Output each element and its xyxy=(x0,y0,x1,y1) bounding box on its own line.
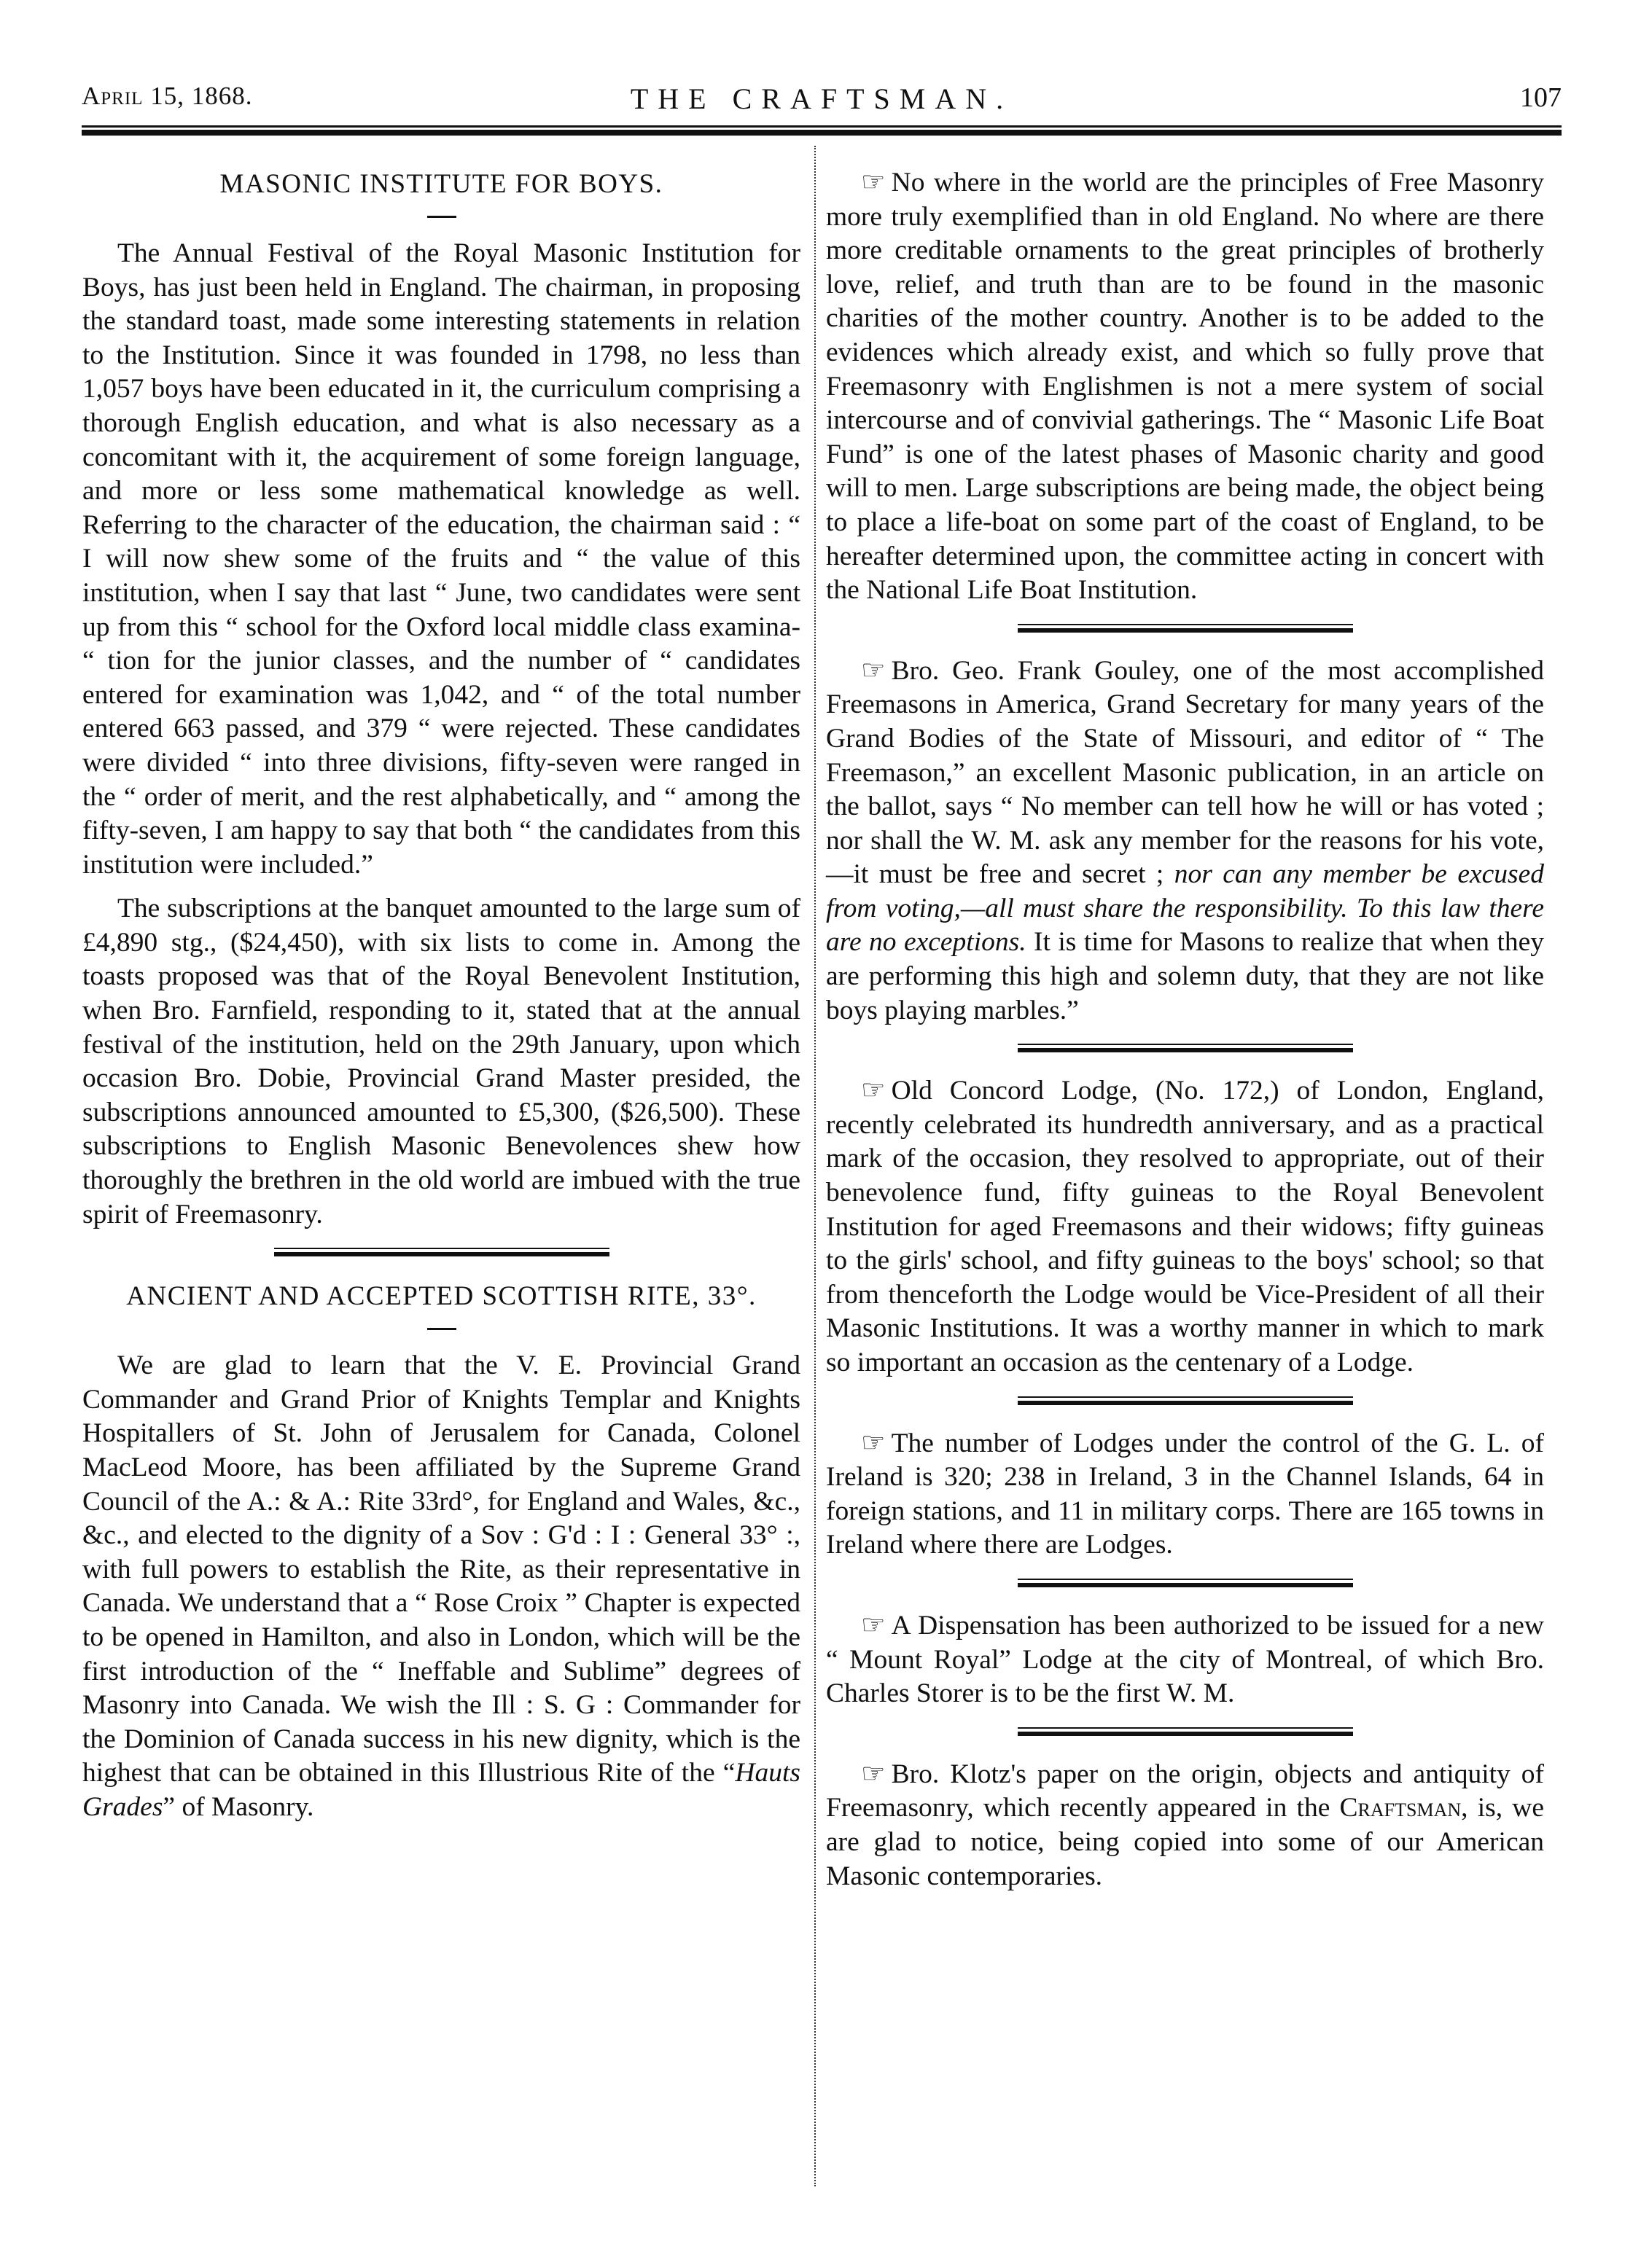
section-separator xyxy=(1018,1579,1353,1587)
note-text: No where in the world are the principles of Free Masonry more truly exemplified than in old England. No where are there more creditable ornaments to the great principles of brotherly love, relief, and truth than are to be found in the masonic charities of the mother country. Another is to be added to the evidences which already exist, and which so fully prove that Freemasonry with Englishmen is not a mere system of social intercourse and of convivial gatherings. The “ Masonic Life Boat Fund” is one of the latest phases of Masonic charity and good will to men. Large subscriptions are being made, the object being to place a life-boat on some part of the coast of England, to be hereafter determined upon, the committee acting in concert with the National Life Boat Institution. xyxy=(826,168,1544,606)
note-text: A Dispensation has been authorized to be issued for a new “ Mount Royal” Lodge at the city of Montreal, of which Bro. Charles Storer is to be the first W. M. xyxy=(826,1610,1544,1709)
section-separator xyxy=(1018,1044,1353,1052)
pointing-hand-icon: ☞ xyxy=(861,1428,886,1458)
article-title-masonic-institute: MASONIC INSTITUTE FOR BOYS. xyxy=(219,169,663,199)
title-dash xyxy=(427,216,456,218)
paragraph-text: ” of Masonry. xyxy=(163,1791,314,1822)
section-separator xyxy=(1018,1727,1353,1736)
news-note xyxy=(826,1609,1544,1711)
right-column xyxy=(826,166,1544,1904)
journal-title: THE CRAFTSMAN. xyxy=(630,82,1013,115)
header-double-rule xyxy=(82,125,1562,136)
note-text: Bro. Geo. Frank Gouley, one of the most accomplished Freemasons in America, Grand Secretary for many years of the Grand Bodies of the State of Missouri, and editor of “ The Freemason,” an excellent Masonic publication, in an article on the ballot, says “ No member can tell how he will or has voted ; nor shall the W. M. ask any member for the reasons for his vote,—it must be free and secret ; xyxy=(826,655,1544,890)
issue-date: April 15, 1868. xyxy=(82,82,253,110)
article-paragraph: The subscriptions at the banquet amounted to the large sum of £4,890 stg., ($24,450), with six lists to come in. Among the toasts proposed was that of the Royal Benevolent Institution, when Bro. Farnfield, responding to it, stated that at the annual festival of the institution, held on the 29th January, upon which occasion Bro. Dobie, Provincial Grand Master presided, the subscriptions announced amounted to £5,300, ($26,500). These subscriptions to English Masonic Benevolences shew how thoroughly the brethren in the old world are imbued with the true spirit of Freemasonry. xyxy=(82,893,800,1229)
section-separator xyxy=(1018,1396,1353,1405)
paragraph-text: The Annual Festival of the Royal Masonic Institution for Boys, has just been held in England. The chairman, in proposing the standard toast, made some interesting statements in relation to the Institution. Since it was founded in 1798, no less than 1,057 boys have been educated in it, the curriculum comprising a thorough English education, and what is also necessary as a concomitant with it, the acquirement of some foreign language, and more or less some mathematical knowledge as well. Referring to the character of the education, the chairman said : xyxy=(82,238,800,540)
article-paragraph xyxy=(82,1349,800,1824)
note-text: The number of Lodges under the control of the G. L. of Ireland is 320; 238 in Ireland, 3 in the Channel Islands, 64 in foreign stations, and 11 in military corps. There are 165 towns in Ireland where there are Lodges. xyxy=(826,1428,1544,1560)
column-divider xyxy=(814,146,816,2186)
running-head xyxy=(82,82,1562,125)
pointing-hand-icon: ☞ xyxy=(861,655,886,686)
section-separator xyxy=(274,1248,609,1256)
section-separator xyxy=(1018,624,1353,633)
pointing-hand-icon: ☞ xyxy=(861,168,886,198)
news-note xyxy=(826,166,1544,608)
italic-phrase: Hauts Grades xyxy=(82,1758,800,1822)
news-note xyxy=(826,1074,1544,1380)
italic-phrase: nor can any member be excused from voting,—all must share the responsibility. To this law there are no exceptions. xyxy=(826,859,1544,958)
article-title-scottish-rite: ANCIENT AND ACCEPTED SCOTTISH RITE, 33°. xyxy=(126,1281,757,1312)
paragraph-text: We are glad to learn that the V. E. Provincial Grand Commander and Grand Prior of Knights Templar and Knights Hospitallers of St. John of Jerusalem for Canada, Colonel MacLeod Moore, has been affiliated by the Supreme Grand Council of the A.: & A.: Rite 33rd°, for England and Wales, &c., &c., and elected to the dignity of a Sov : G'd : I : General 33° :, with full powers to establish the Rite, as their representative in Canada. We understand that a “ Rose Croix ” Chapter is expected to be opened in Hamilton, and also in London, which will be the first introduction of the “ Ineffable and Sublime” degrees of Masonry into Canada. We wish the Ill : S. G : Commander for the Dominion of Canada success in his new dignity, which is the highest that can be obtained in this Illustrious Rite of the “ xyxy=(82,1350,800,1788)
note-text: It is time for Masons to realize that when they are performing this high and solemn duty, that they are not like boys playing marbles.” xyxy=(826,927,1545,1025)
note-text: , is, we are glad to notice, being copied into some of our American Masonic contemporaries. xyxy=(826,1793,1544,1891)
pointing-hand-icon: ☞ xyxy=(861,1076,886,1106)
news-note xyxy=(826,1427,1544,1563)
journal-name: Craftsman xyxy=(1339,1793,1462,1823)
title-dash xyxy=(427,1328,456,1330)
pointing-hand-icon: ☞ xyxy=(861,1610,886,1641)
article-paragraph xyxy=(82,237,800,882)
note-text: Bro. Klotz's paper on the origin, objects and antiquity of Freemasonry, which recently appeared in the xyxy=(826,1759,1544,1823)
pointing-hand-icon: ☞ xyxy=(861,1759,886,1789)
chairman-quote: “ I will now shew some of the fruits and “ the value of this institution, when I say that last “ June, two candidates were sent up from this “ school for the Oxford local middle class examina- “ tion for the junior classes, and the number of “ candidates entered for examination was 1,042, and “ of the total number entered 663 passed, and 379 “ were rejected. These candidates were divided “ into three divisions, fifty-seven were ranged in the “ order of merit, and the rest alphabetically, and “ among the fifty-seven, I am happy to say that both “ the candidates from this institution were included.” xyxy=(82,509,801,880)
news-note xyxy=(826,1758,1544,1893)
page-number: 107 xyxy=(1520,82,1562,113)
news-note xyxy=(826,654,1544,1028)
left-column xyxy=(82,166,800,1835)
note-text: Old Concord Lodge, (No. 172,) of London, England, recently celebrated its hundredth anniversary, and as a practical mark of the occasion, they resolved to appropriate, out of their benevolence fund, fifty guineas to the Royal Benevolent Institution for aged Freemasons and their widows; fifty guineas to the girls' school, and fifty guineas to the boys' school; so that from thenceforth the Lodge would be Vice-President of all their Masonic Institutions. It was a worthy manner in which to mark so important an occasion as the centenary of a Lodge. xyxy=(826,1076,1544,1377)
